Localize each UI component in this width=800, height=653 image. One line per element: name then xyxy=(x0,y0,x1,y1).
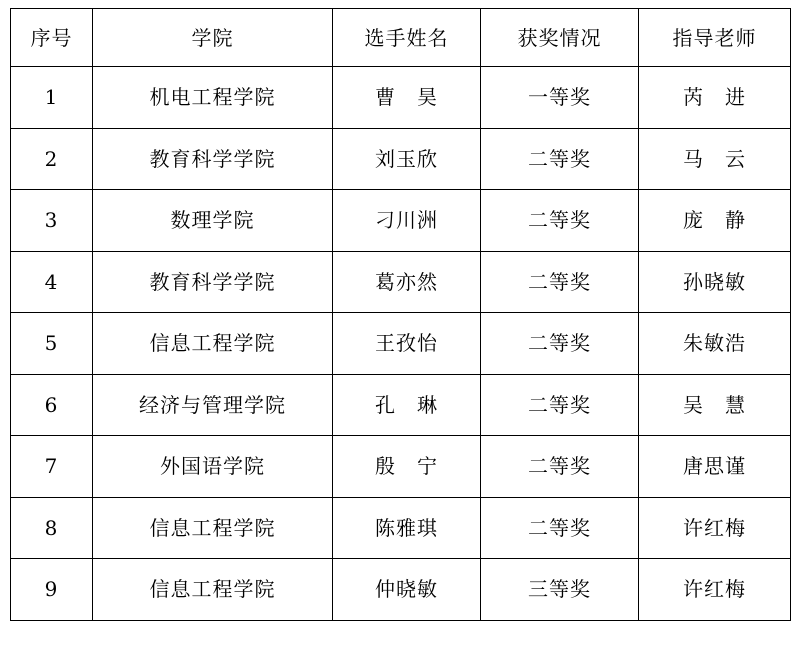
cell-name: 孔 琳 xyxy=(333,374,481,436)
cell-award: 二等奖 xyxy=(481,128,639,190)
cell-teacher: 庞 静 xyxy=(639,190,791,252)
cell-name: 殷 宁 xyxy=(333,436,481,498)
cell-index: 3 xyxy=(11,190,93,252)
cell-award: 二等奖 xyxy=(481,374,639,436)
cell-teacher: 唐思谨 xyxy=(639,436,791,498)
cell-college: 外国语学院 xyxy=(93,436,333,498)
cell-name: 葛亦然 xyxy=(333,251,481,313)
cell-award: 一等奖 xyxy=(481,67,639,129)
table-header xyxy=(11,9,791,67)
cell-teacher: 吴 慧 xyxy=(639,374,791,436)
cell-index: 9 xyxy=(11,559,93,621)
cell-index: 1 xyxy=(11,67,93,129)
cell-name: 王孜怡 xyxy=(333,313,481,375)
cell-award: 二等奖 xyxy=(481,190,639,252)
cell-college: 数理学院 xyxy=(93,190,333,252)
cell-name: 曹 昊 xyxy=(333,67,481,129)
column-header-college xyxy=(93,9,333,67)
table-row xyxy=(11,251,791,313)
column-header-award xyxy=(481,9,639,67)
column-header-college-label: 学院 xyxy=(191,25,234,50)
cell-index: 7 xyxy=(11,436,93,498)
table-row xyxy=(11,497,791,559)
column-header-name-label: 选手姓名 xyxy=(364,25,449,50)
column-header-award-label: 获奖情况 xyxy=(517,25,602,50)
cell-name: 陈雅琪 xyxy=(333,497,481,559)
table-row xyxy=(11,559,791,621)
cell-index: 6 xyxy=(11,374,93,436)
cell-college: 信息工程学院 xyxy=(93,559,333,621)
cell-award: 二等奖 xyxy=(481,313,639,375)
column-header-index-label: 序号 xyxy=(30,25,73,50)
cell-teacher: 许红梅 xyxy=(639,559,791,621)
cell-teacher: 朱敏浩 xyxy=(639,313,791,375)
cell-award: 二等奖 xyxy=(481,436,639,498)
cell-index: 4 xyxy=(11,251,93,313)
cell-college: 信息工程学院 xyxy=(93,313,333,375)
column-header-index xyxy=(11,9,93,67)
table-row xyxy=(11,313,791,375)
cell-name: 刁川洲 xyxy=(333,190,481,252)
table-row xyxy=(11,374,791,436)
cell-teacher: 许红梅 xyxy=(639,497,791,559)
cell-college: 机电工程学院 xyxy=(93,67,333,129)
cell-teacher: 孙晓敏 xyxy=(639,251,791,313)
cell-index: 5 xyxy=(11,313,93,375)
cell-teacher: 马 云 xyxy=(639,128,791,190)
cell-award: 二等奖 xyxy=(481,497,639,559)
cell-teacher: 芮 进 xyxy=(639,67,791,129)
cell-award: 二等奖 xyxy=(481,251,639,313)
cell-name: 刘玉欣 xyxy=(333,128,481,190)
table-row xyxy=(11,190,791,252)
column-header-teacher-label: 指导老师 xyxy=(672,25,757,50)
award-results-table xyxy=(10,8,791,621)
cell-college: 教育科学学院 xyxy=(93,251,333,313)
table-row xyxy=(11,128,791,190)
table-header-row xyxy=(11,9,791,67)
cell-award: 三等奖 xyxy=(481,559,639,621)
table-row xyxy=(11,67,791,129)
column-header-name xyxy=(333,9,481,67)
cell-index: 2 xyxy=(11,128,93,190)
cell-college: 经济与管理学院 xyxy=(93,374,333,436)
column-header-teacher xyxy=(639,9,791,67)
table-body xyxy=(11,67,791,621)
cell-name: 仲晓敏 xyxy=(333,559,481,621)
table-row xyxy=(11,436,791,498)
cell-index: 8 xyxy=(11,497,93,559)
cell-college: 信息工程学院 xyxy=(93,497,333,559)
cell-college: 教育科学学院 xyxy=(93,128,333,190)
